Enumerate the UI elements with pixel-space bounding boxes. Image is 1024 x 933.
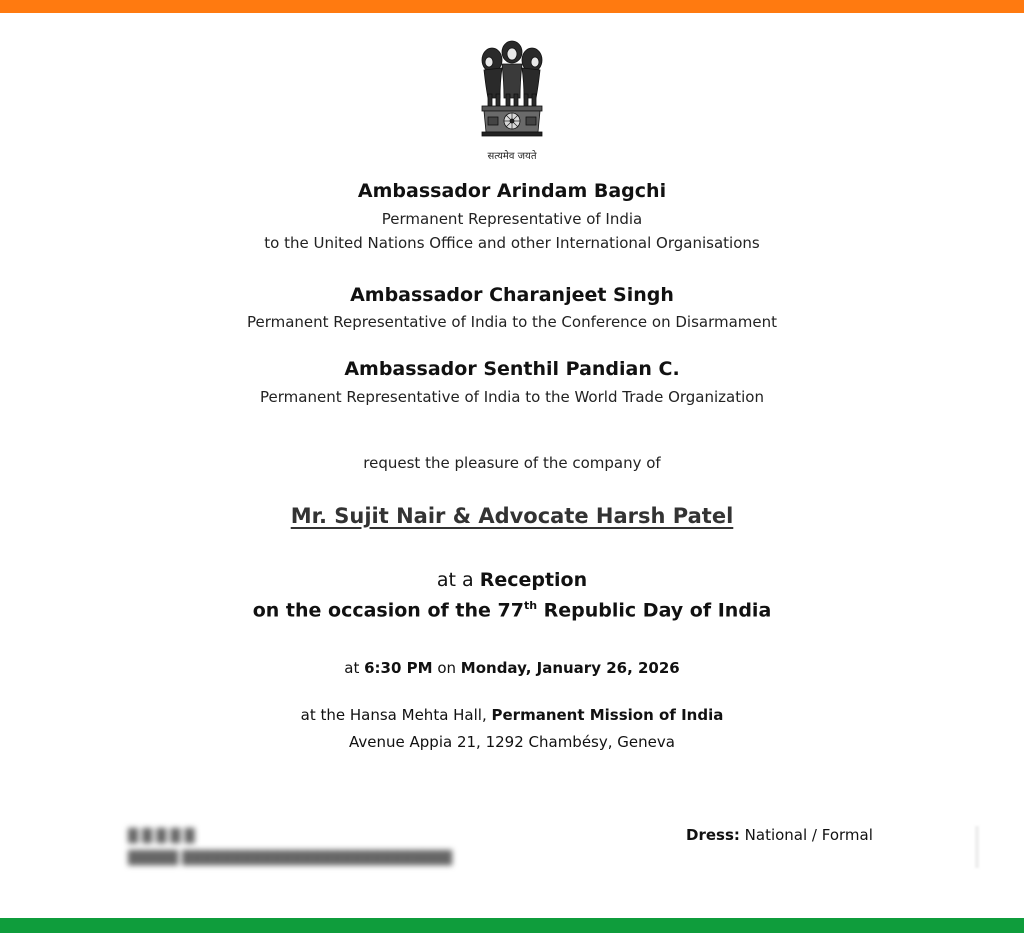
date-prefix: on — [432, 659, 461, 677]
lion-capital-icon — [474, 38, 550, 146]
host-name: Ambassador Arindam Bagchi — [357, 180, 667, 202]
venue-line — [0, 706, 1024, 724]
event-line — [0, 569, 1024, 591]
saffron-band — [0, 0, 1024, 13]
emblem-motto: सत्यमेव जयते — [487, 151, 537, 162]
datetime-line — [0, 659, 1024, 677]
rsvp-redacted-email: █████ ███████████████████████████ — [128, 851, 453, 866]
request-text: request the pleasure of the company of — [363, 454, 661, 472]
host-title-line: Permanent Representative of India to the Conference on Disarmament — [246, 313, 778, 331]
event-time: 6:30 PM — [364, 659, 433, 677]
edge-mark — [975, 826, 979, 868]
dress-code — [686, 826, 873, 844]
host-title-line: Permanent Representative of India to the World Trade Organization — [260, 388, 764, 406]
host-title-line: to the United Nations Office and other International Organisations — [264, 234, 760, 252]
event-date: Monday, January 26, 2026 — [460, 659, 680, 677]
national-emblem-icon — [462, 38, 562, 166]
venue-name: Permanent Mission of India — [491, 706, 724, 724]
occasion-ordinal: th — [523, 599, 538, 612]
event-name: Reception — [479, 569, 588, 591]
time-prefix: at — [344, 659, 365, 677]
host-title-line: Permanent Representative of India — [381, 210, 643, 228]
dress-value: National / Formal — [739, 826, 873, 844]
event-prefix: at a — [436, 569, 480, 591]
venue-address: Avenue Appia 21, 1292 Chambésy, Geneva — [349, 733, 675, 751]
host-name: Ambassador Charanjeet Singh — [350, 284, 674, 306]
host-name: Ambassador Senthil Pandian C. — [344, 358, 680, 380]
green-band — [0, 918, 1024, 933]
dress-label: Dress: — [686, 826, 740, 844]
occasion-after: Republic Day of India — [537, 599, 772, 622]
occasion-line — [0, 599, 1024, 621]
rsvp-redacted-line: █ █ █ █ █ — [128, 829, 195, 844]
guest-names: Mr. Sujit Nair & Advocate Harsh Patel — [290, 504, 734, 528]
occasion-before: on the occasion of the 77 — [252, 599, 524, 622]
guest-names-wrap — [0, 504, 1024, 528]
rsvp-block-redacted — [128, 826, 458, 870]
venue-prefix: at the Hansa Mehta Hall, — [300, 706, 492, 724]
